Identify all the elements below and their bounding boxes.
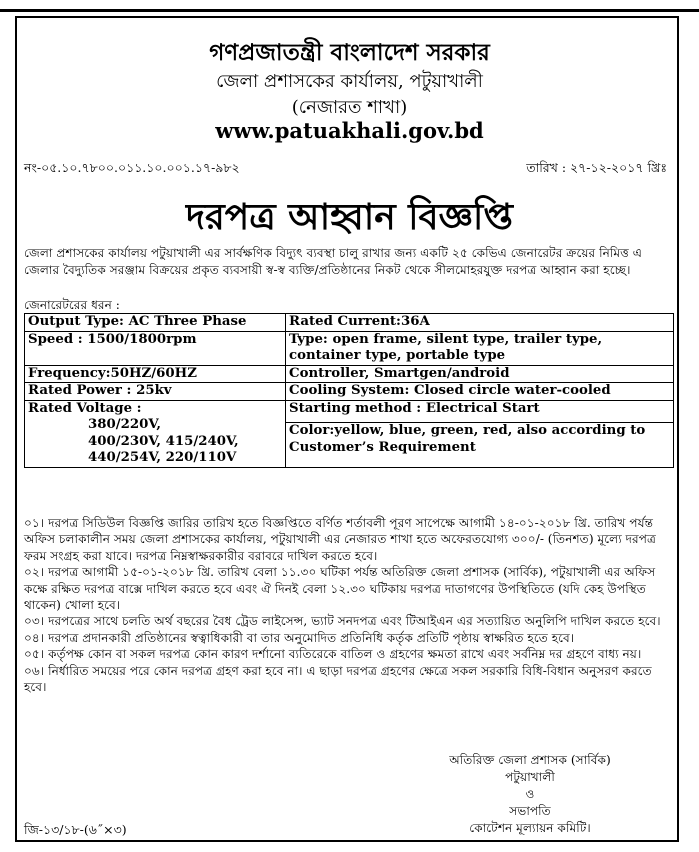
spec-rated-voltage-cell	[25, 400, 286, 467]
voltage-line: 440/254V, 220/110V	[88, 450, 237, 465]
website-link[interactable]: www.patuakhali.gov.bd	[215, 118, 484, 143]
spec-rated-voltage: Rated Voltage :	[28, 400, 142, 416]
clause-item: ০১। দরপত্র সিডিউল বিজ্ঞপ্তি জারির তারিখ হতে বিজ্ঞপ্তিতে বর্ণিত শর্তাবলী পূরণ সাপেক্ষে আগামী ১৪-০১-২০১৮ খ্রি. তারিখ পর্যন্ত অফিস চলাকালীন সময় জেলা প্রশাসকের কার্যালয়, পটুয়াখালী এর নেজারত শাখা হতে অফেরতযোগ্য ৩০০/- (তিনশত) মূল্যে দরপত্র ফরম সংগ্রহ করা যাবে। দরপত্র নিম্নস্বাক্ষরকারীর বরাবরে দাখিল করতে হবে।	[24, 516, 656, 563]
signature-conjunction: ও	[525, 787, 535, 801]
generator-label: জেনারেটরের ধরন :	[24, 298, 120, 312]
spec-type: Type: open frame, silent type, trailer type, container type, portable type	[286, 331, 674, 365]
table-row	[25, 365, 674, 383]
spec-controller: Controller, Smartgen/android	[286, 365, 674, 383]
notice-date: তারিখ : ২৭-১২-২০১৭ খ্রিঃ	[526, 160, 667, 175]
clauses-list	[24, 515, 672, 695]
voltage-line: 380/220V,	[88, 417, 161, 432]
clause-item: ০৫। কর্তৃপক্ষ কোন বা সকল দরপত্র কোন কারণ দর্শানো ব্যতিরেকে বাতিল ও গ্রহণের ক্ষমতা রাখে এবং সর্বনিম্ন দর গ্রহণে বাধ্য নয়।	[24, 647, 642, 662]
govt-title: গণপ্রজাতন্ত্রী বাংলাদেশ সরকার	[209, 39, 490, 66]
spec-rated-current: Rated Current:36A	[286, 314, 674, 332]
spec-rated-power: Rated Power : 25kv	[25, 383, 286, 401]
clause-item: ০৪। দরপত্র প্রদানকারী প্রতিষ্ঠানের স্বত্বাধিকারী বা তার অনুমোদিত প্রতিনিধি কর্তৃক প্রতিটি পৃষ্ঠায় স্বাক্ষরিত হতে হবে।	[24, 630, 575, 645]
branch-name: (নেজারত শাখা)	[291, 97, 408, 118]
table-row	[25, 331, 674, 365]
spec-cooling: Cooling System: Closed circle water-cooled	[286, 383, 674, 401]
office-name: জেলা প্রশাসকের কার্যালয়, পটুয়াখালী	[216, 71, 483, 92]
spec-output-type: Output Type: AC Three Phase	[25, 314, 286, 332]
spec-starting: Starting method : Electrical Start	[286, 400, 674, 423]
table-row	[25, 314, 674, 332]
spec-table	[24, 313, 674, 468]
spec-frequency: Frequency:50HZ/60HZ	[25, 365, 286, 383]
signature-designation: অতিরিক্ত জেলা প্রশাসক (সার্বিক)	[449, 753, 611, 767]
signature-role: সভাপতি	[509, 804, 551, 818]
clause-item: ০৬। নির্ধারিত সময়ের পরে কোন দরপত্র গ্রহণ করা হবে না। এ ছাড়া দরপত্র গ্রহণের ক্ষেত্রে সকল সরকারি বিধি-বিধান অনুসরণ করতে হবে।	[24, 663, 652, 695]
top-rule	[0, 0, 699, 12]
spec-color: Color:yellow, blue, green, red, also according to Customer’s Requirement	[286, 423, 674, 467]
clause-item: ০২। দরপত্র আগামী ১৫-০১-২০১৮ খ্রি. তারিখ বেলা ১১.৩০ ঘটিকা পর্যন্ত অতিরিক্ত জেলা প্রশাসক (সার্বিক), পটুয়াখালী এর অফিস কক্ষে রক্ষিত দরপত্র বাক্সে দাখিল করতে হবে এবং ঐ দিনই বেলা ১২.৩০ ঘটিকায় দরপত্র দাতাগণের উপস্থিতিতে (যদি কেহ উপস্থিত থাকেন) খোলা হবে।	[24, 565, 656, 613]
signature-block	[420, 752, 640, 837]
table-row	[25, 400, 674, 423]
spec-speed: Speed : 1500/1800rpm	[25, 331, 286, 365]
voltage-line: 400/230V, 415/240V,	[88, 433, 239, 449]
table-row	[25, 383, 674, 401]
clause-item: ০৩। দরপত্রের সাথে চলতি অর্থ বছরের বৈধ ট্রেড লাইসেন্স, ভ্যাট সনদপত্র এবং টিআইএন এর সত্যায়িত অনুলিপি দাখিল করতে হবে।	[24, 614, 661, 629]
notice-title: দরপত্র আহ্বান বিজ্ঞপ্তি	[186, 196, 513, 238]
signature-committee: কোটেশন মূল্যায়ন কমিটি।	[469, 821, 591, 835]
footer-code: জি-১৩/১৮-(৬˝×৩)	[24, 822, 127, 837]
intro-paragraph: জেলা প্রশাসকের কার্যালয় পটুয়াখালী এর সার্বক্ষণিক বিদ্যুৎ ব্যবস্থা চালু রাখার জন্য একটি ২৫ কেভিএ জেনারেটর ক্রয়ের নিমিত্ত এ জেলার বৈদ্যুতিক সরঞ্জাম বিক্রয়ের প্রকৃত ব্যবসায়ী স্ব-স্ব ব্যক্তি/প্রতিষ্ঠানের নিকট থেকে সীলমোহরযুক্ত দরপত্র আহ্বান করা হচ্ছে।	[24, 246, 643, 277]
memo-number: নং-০৫.১০.৭৮০০.০১১.১০.০০১.১৭-৯৮২	[24, 160, 240, 175]
signature-district: পটুয়াখালী	[505, 770, 555, 784]
